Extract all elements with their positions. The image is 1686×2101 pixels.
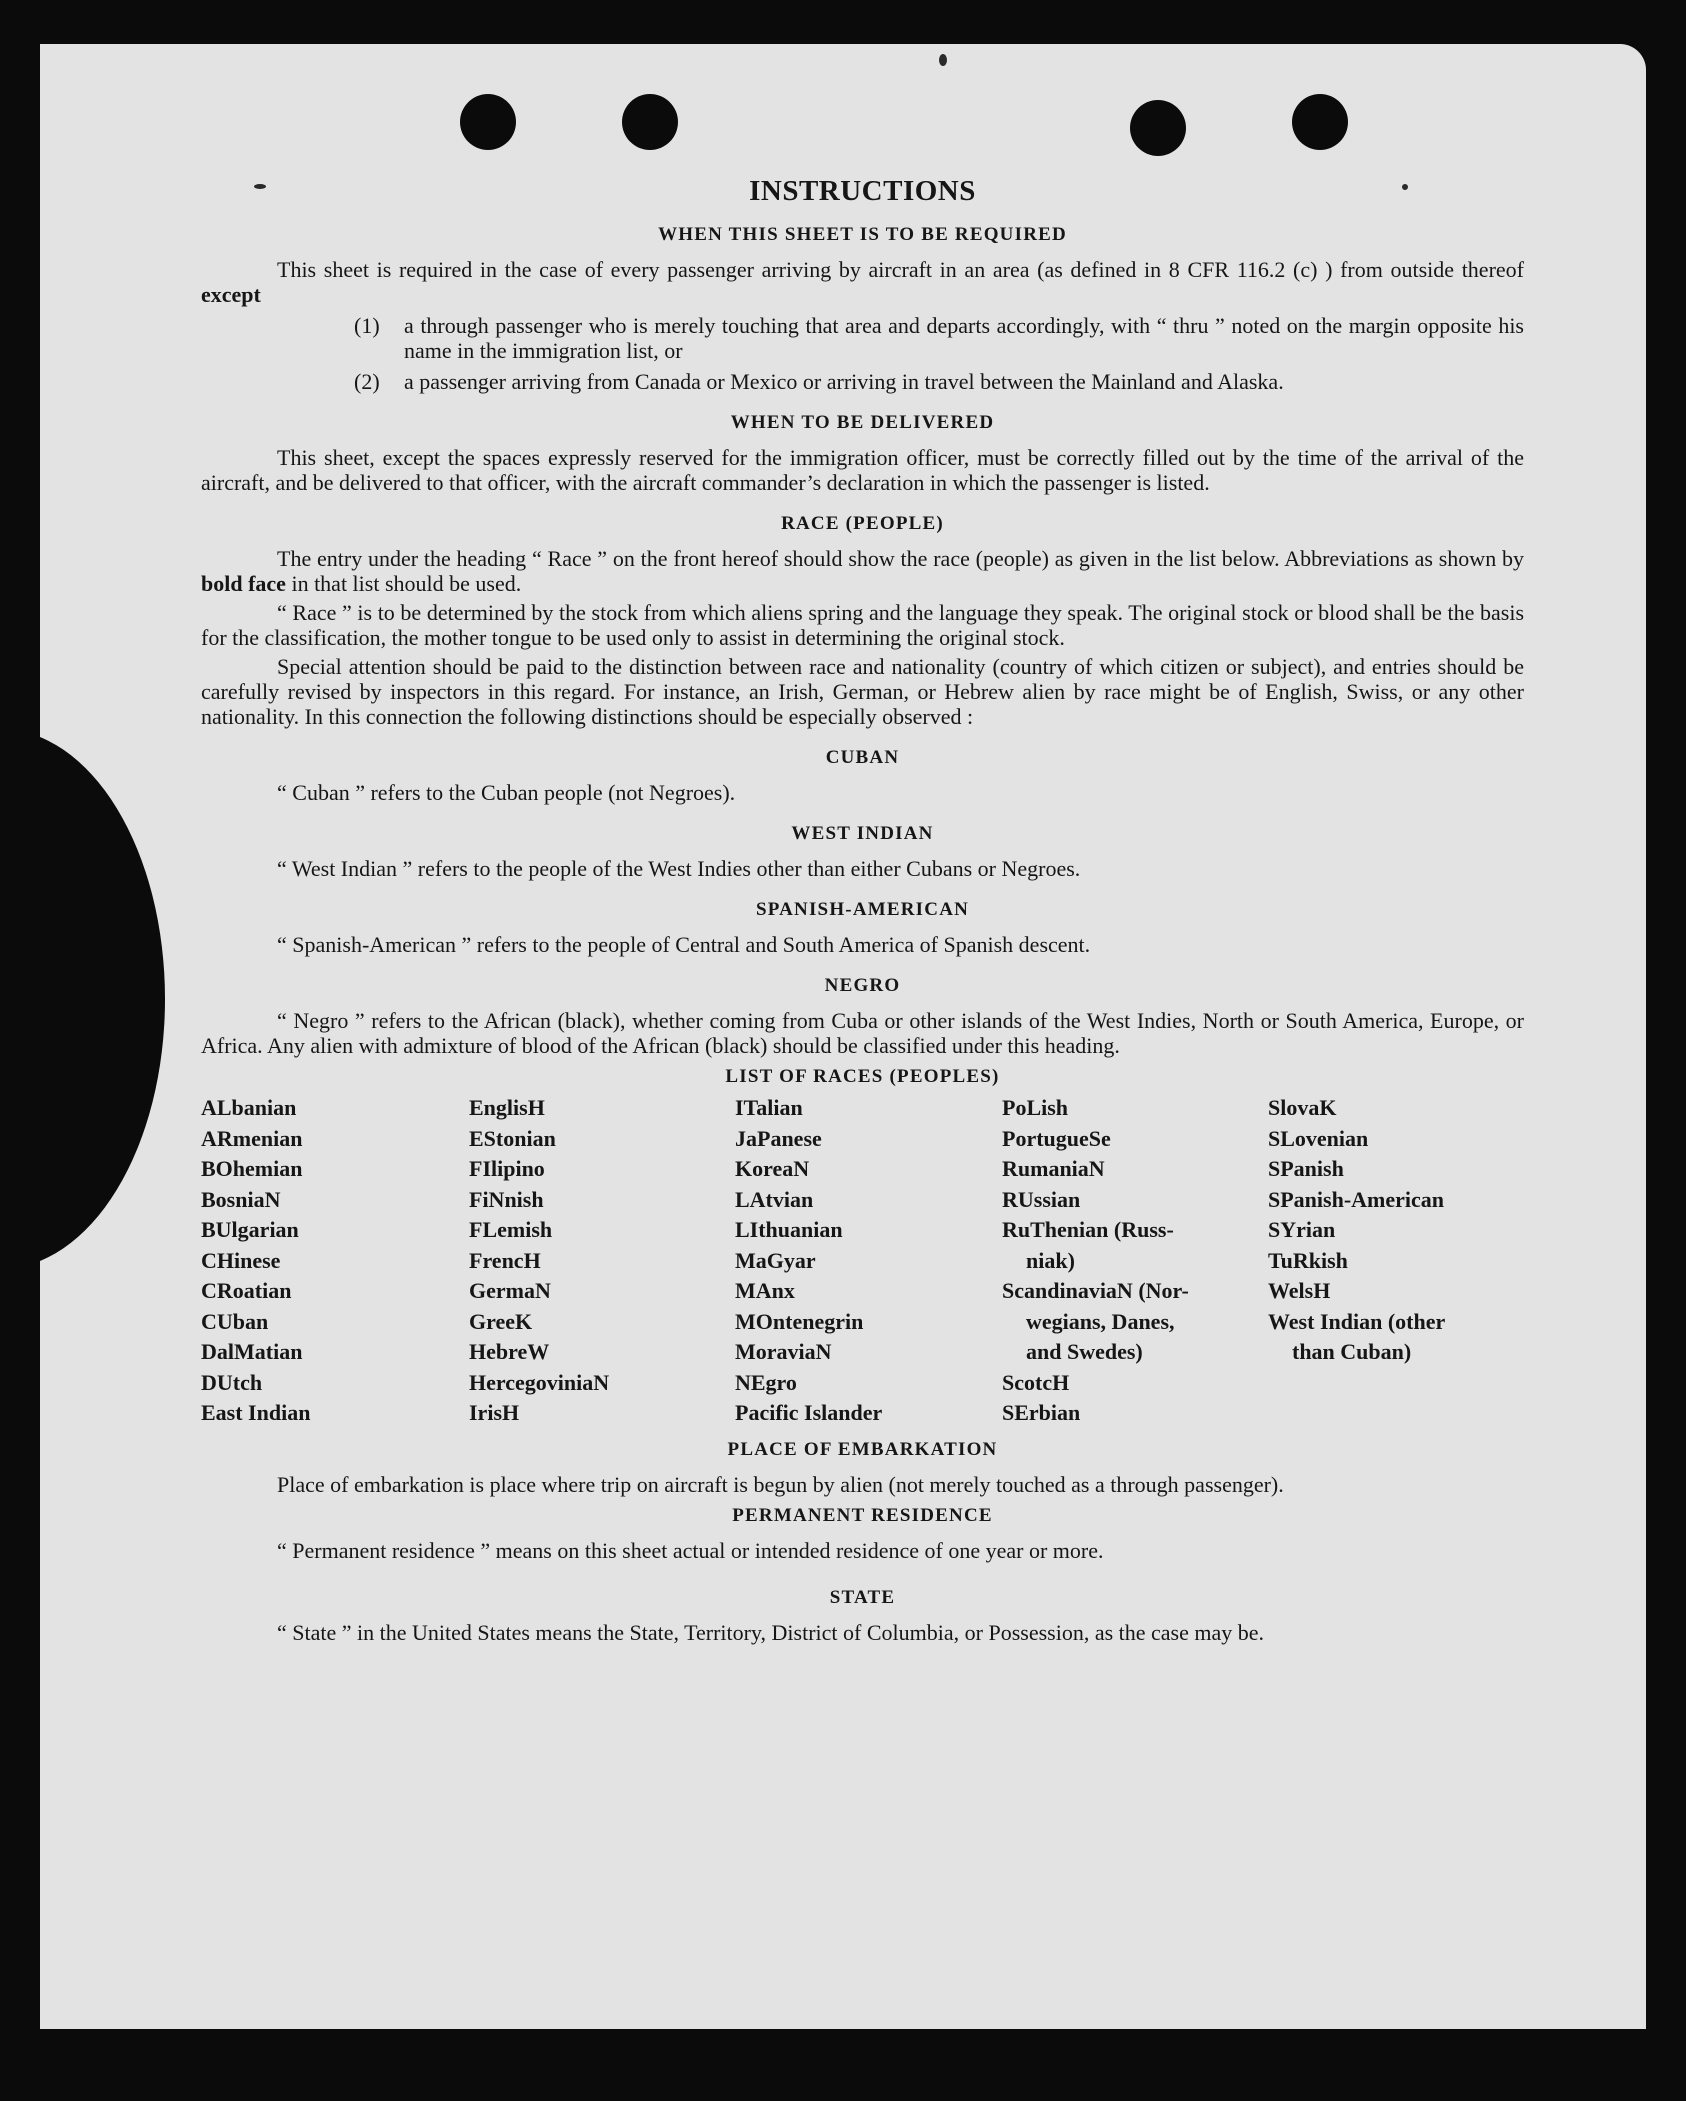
heading-embarkation: PLACE OF EMBARKATION [727,1438,998,1460]
heading-west-indian: WEST INDIAN [791,823,934,844]
race-entry: East Indian [201,1400,311,1425]
race-p1-text-end: in that list should be used. [285,571,522,596]
race-entry: EStonian [469,1125,556,1151]
race-entry: PortugueSe [1002,1125,1111,1151]
punch-hole [460,94,516,150]
race-entry: West Indian (other [1268,1308,1446,1334]
race-entry: EnglisH [469,1095,545,1120]
required-intro-text: This sheet is required in the case of every passenger arriving by aircraft in an area (as defined in 8 CFR 116.2 (c) ) from outside thereof [277,257,1524,282]
race-entry: SPanish [1268,1156,1344,1181]
permanent-residence-text: “ Permanent residence ” means on this sheet actual or intended residence of one year or more. [277,1537,1104,1563]
race-p1-text: The entry under the heading “ Race ” on the front hereof should show the race (people) as given in the list below. Abbreviations as shown by [277,546,1524,571]
race-entry: BOhemian [201,1156,303,1181]
races-list [201,1093,1524,1429]
required-item [354,369,1524,394]
required-item [354,313,1524,363]
race-entry: MoraviaN [735,1339,832,1364]
race-entry: SlovaK [1268,1095,1337,1120]
required-intro-bold: except [201,282,261,307]
heading-cuban: CUBAN [825,747,900,768]
document-page [40,44,1646,2029]
race-entry: and Swedes) [1026,1339,1143,1364]
race-p1-bold: bold face [201,571,286,596]
race-entry: DalMatian [201,1339,303,1364]
race-entry: Pacific Islander [735,1400,883,1425]
race-entry: LIthuanian [735,1217,843,1242]
race-entry: FLemish [469,1217,553,1242]
race-entry: RumaniaN [1002,1156,1105,1181]
race-entry: niak) [1026,1247,1075,1273]
heading-negro: NEGRO [824,975,901,996]
state-text: “ State ” in the United States means the State, Territory, District of Columbia, or Possession, as the case may be. [277,1619,1265,1645]
race-entry: LAtvian [735,1186,814,1212]
race-entry: CRoatian [201,1278,292,1303]
race-paragraph-1 [201,546,1524,596]
west-indian-text: “ West Indian ” refers to the people of the West Indies other than either Cubans or Negroes. [277,856,1081,881]
race-entry: wegians, Danes, [1026,1308,1175,1334]
punch-hole [1130,100,1186,156]
race-entry: SYrian [1268,1217,1336,1242]
race-entry: MOntenegrin [735,1308,864,1334]
heading-spanish-american: SPANISH-AMERICAN [755,899,970,920]
heading-required: WHEN THIS SHEET IS TO BE REQUIRED [658,224,1067,245]
item-number: (1) [354,313,380,338]
heading-delivered: WHEN TO BE DELIVERED [730,412,995,433]
race-entry: RUssian [1002,1186,1081,1212]
race-entry: CUban [201,1308,269,1334]
race-entry: HebreW [469,1339,550,1364]
race-entry: FIlipino [469,1156,545,1181]
item-text: a through passenger who is merely touching that area and departs accordingly, with “ thru ” noted on the margin opposite his name in the immigration list, or [404,313,1524,363]
race-entry: MAnx [735,1278,795,1303]
race-entry: PoLish [1002,1095,1069,1120]
page-title: INSTRUCTIONS [749,175,976,207]
race-entry: BosniaN [201,1186,281,1212]
heading-list-of-races: LIST OF RACES (PEOPLES) [725,1066,1000,1087]
race-entry: IrisH [469,1400,520,1425]
race-entry: ScotcH [1002,1369,1070,1395]
race-entry [1268,1398,1524,1429]
race-entry: GreeK [469,1308,533,1334]
delivered-text: This sheet, except the spaces expressly reserved for the immigration officer, must be correctly filled out by the time of the arrival of the aircraft, and be delivered to that officer, with the aircraft commander’s declaration in which the passenger is listed. [201,445,1524,495]
race-entry: RuThenian (Russ- [1002,1217,1174,1242]
spanish-american-text: “ Spanish-American ” refers to the people of Central and South America of Spanish descent. [277,932,1091,957]
heading-race: RACE (PEOPLE) [781,513,944,534]
race-entry: WelsH [1268,1278,1331,1303]
instructions-content [201,174,1524,1649]
race-entry: JaPanese [735,1125,822,1151]
speck [939,54,947,66]
race-entry: HercegoviniaN [469,1369,610,1395]
race-entry: SErbian [1002,1400,1081,1425]
race-entry: ScandinaviaN (Nor- [1002,1278,1189,1303]
race-entry: ALbanian [201,1095,297,1120]
cuban-text: “ Cuban ” refers to the Cuban people (not Negroes). [277,780,736,805]
race-entry: ARmenian [201,1125,303,1151]
race-entry: BUlgarian [201,1217,299,1242]
race-entry: SPanish-American [1268,1186,1444,1212]
race-paragraph-3: Special attention should be paid to the distinction between race and nationality (country of which citizen or subject), and entries should be carefully revised by inspectors in this regard. For instance, an Irish, German, or Hebrew alien by race might be of English, Swiss, or any other nationality. In this connection the following distinctions should be especially observed : [201,654,1524,729]
race-entry: ITalian [735,1095,803,1120]
race-entry [1268,1368,1524,1399]
race-entry: than Cuban) [1292,1339,1412,1364]
race-entry: KoreaN [735,1156,810,1181]
item-number: (2) [354,369,380,394]
heading-state: STATE [829,1586,896,1608]
race-entry: FiNnish [469,1186,544,1212]
item-text: a passenger arriving from Canada or Mexico or arriving in travel between the Mainland and Alaska. [404,369,1284,394]
negro-text: “ Negro ” refers to the African (black), whether coming from Cuba or other islands of the West Indies, North or South America, Europe, or Africa. Any alien with admixture of blood of the African (black) should be classified under this heading. [201,1008,1524,1058]
race-entry: TuRkish [1268,1247,1348,1273]
race-entry: DUtch [201,1369,263,1395]
required-intro [201,257,1524,307]
binding-notch [40,729,165,1269]
race-entry: NEgro [735,1369,797,1395]
race-entry: SLovenian [1268,1125,1369,1151]
punch-hole [622,94,678,150]
punch-hole [1292,94,1348,150]
race-entry: MaGyar [735,1247,816,1273]
embarkation-text: Place of embarkation is place where trip on aircraft is begun by alien (not merely touched as a through passenger). [277,1471,1284,1497]
race-paragraph-2: “ Race ” is to be determined by the stock from which aliens spring and the language they speak. The original stock or blood shall be the basis for the classification, the mother tongue to be used only to assist in determining the original stock. [201,600,1524,650]
race-entry: GermaN [469,1278,551,1303]
race-entry: CHinese [201,1247,281,1273]
race-entry: FrencH [469,1247,541,1273]
heading-permanent-residence: PERMANENT RESIDENCE [732,1504,993,1526]
